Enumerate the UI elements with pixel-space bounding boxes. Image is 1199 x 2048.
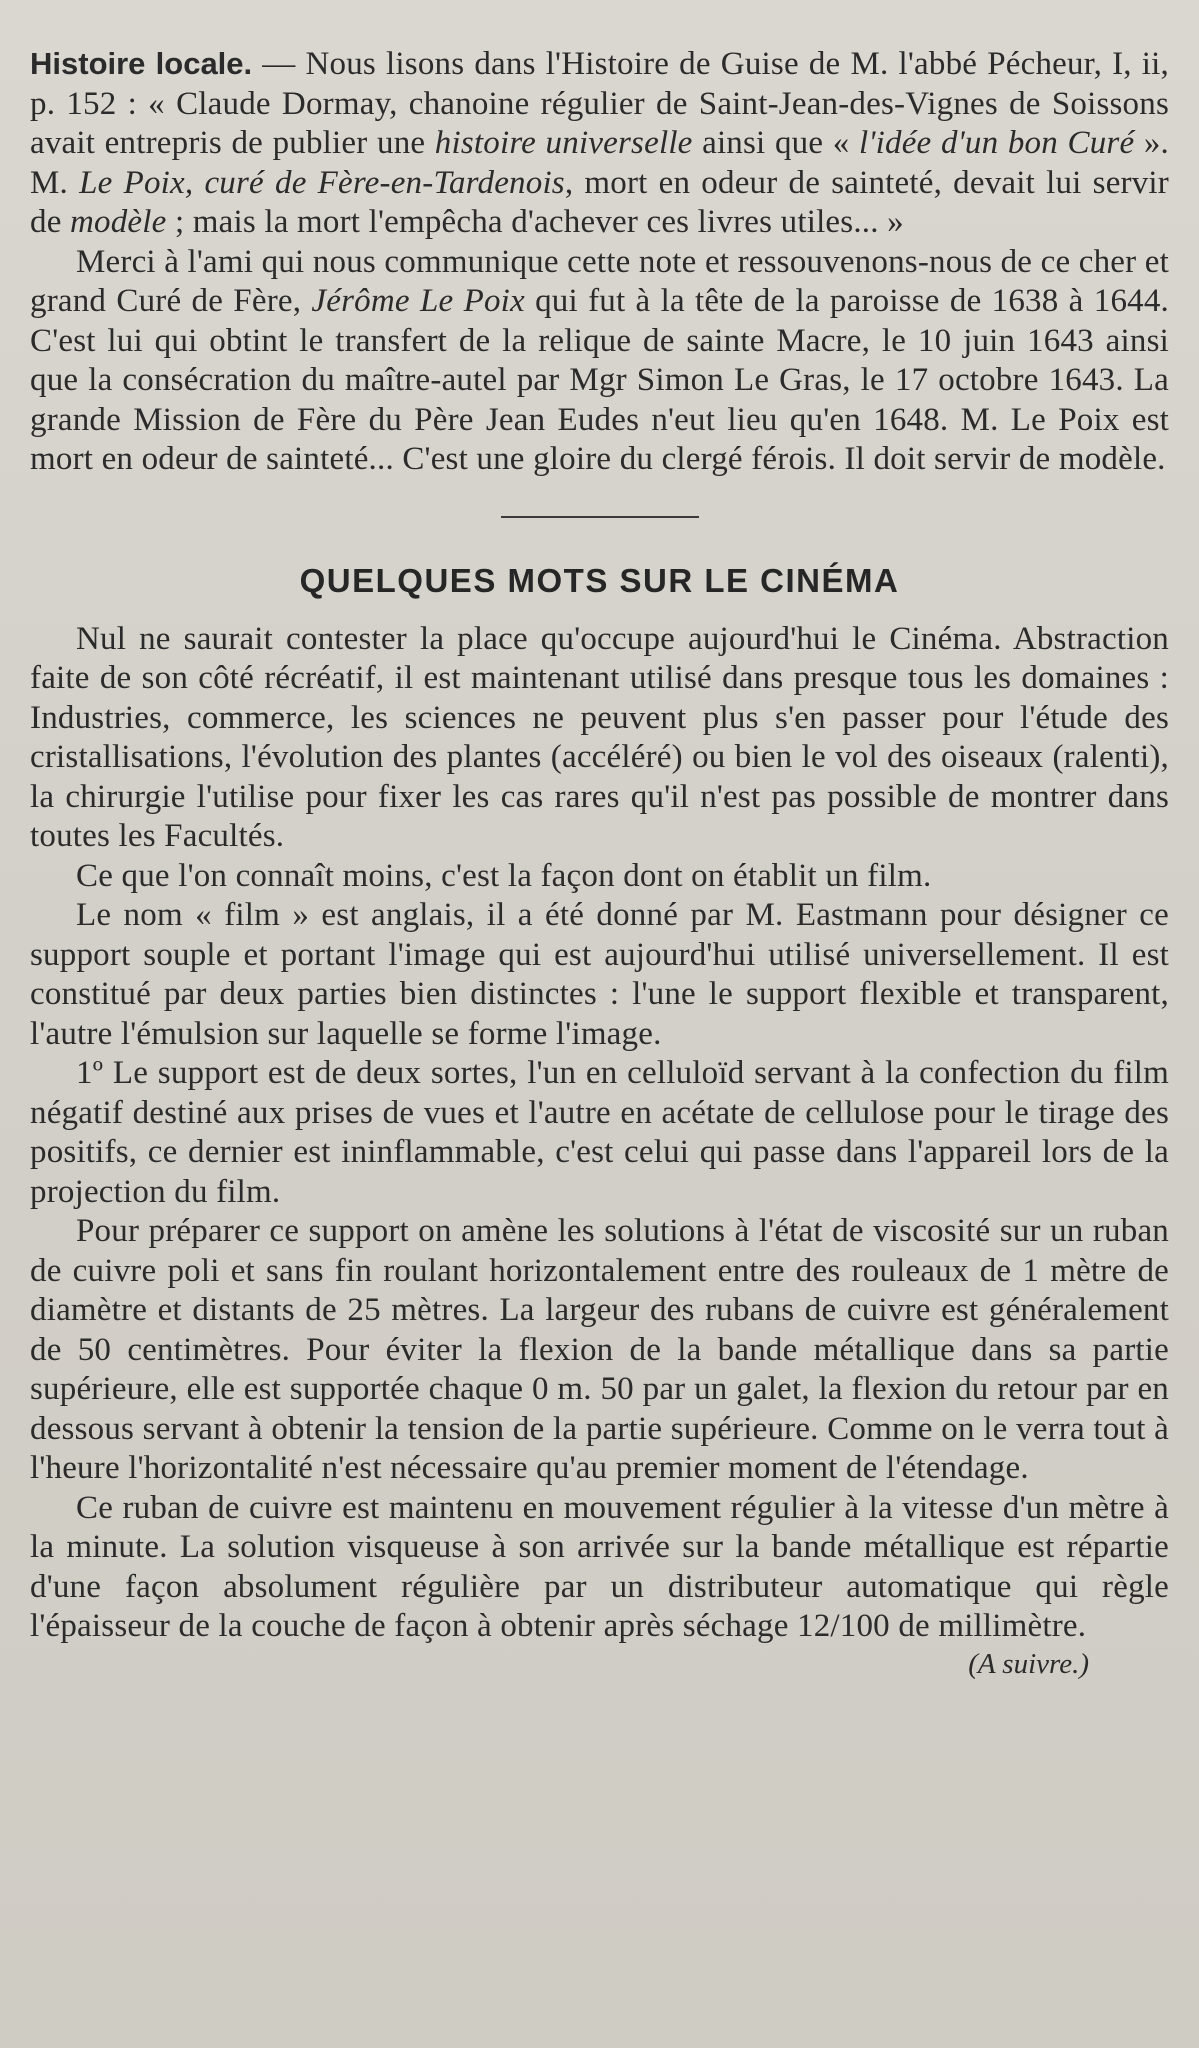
paragraph-cinema-2: Ce que l'on connaît moins, c'est la façon dont on établit un film. xyxy=(76,857,932,894)
italic-run: Jérôme Le Poix xyxy=(311,283,525,319)
paragraph-cinema-1: Nul ne saurait contester la place qu'occupe aujourd'hui le Cinéma. Abstraction faite de son côté récréatif, il est maintenant utilisé dans presque tous les domaines : Industries, commerce, les sciences ne peuvent plus s'en passer pour l'étude des cristallisations, l'évolution des plantes (accéléré) ou bien le vol des oiseaux (ralenti), la chirurgie l'utilise pour fixer les cas rares qu'il n'est pas possible de montrer dans toutes les Facultés. xyxy=(30,620,1169,854)
paragraph-cinema-5: Pour préparer ce support on amène les solutions à l'état de viscosité sur un ruban de cuivre poli et sans fin roulant horizontalement entre des rouleaux de 1 mètre de diamètre et distants de 25 mètres. La largeur des rubans de cuivre est généralement de 50 centimètres. Pour éviter la flexion de la bande métallique dans sa partie supérieure, elle est supportée chaque 0 m. 50 par un galet, la flexion du retour par en dessous servant à obtenir la tension de la partie supérieure. Comme on le verra tout à l'heure l'horizontalité n'est nécessaire qu'au premier moment de l'étendage. xyxy=(30,1213,1169,1486)
paragraph-merci xyxy=(30,243,1169,480)
italic-run: histoire universelle xyxy=(434,125,693,161)
italic-run: modèle xyxy=(70,204,167,240)
paragraph-cinema-6: Ce ruban de cuivre est maintenu en mouvement régulier à la vitesse d'un mètre à la minute. La solution visqueuse à son arrivée sur la bande métallique est répartie d'une façon absolument régulière par un distributeur automatique qui règle l'épaisseur de la couche de façon à obtenir après séchage 12/100 de millimètre. xyxy=(30,1489,1169,1644)
text-run: qui fut à la tête de la paroisse de 1638 à 1644. C'est lui qui obtint le transfert de la relique de sainte Macre, le 10 juin 1643 ainsi que la consécration du maître-autel par Mgr Simon Le Gras, le 17 octobre 1643. La grande Mission de Fère du Père Jean Eudes n'eut lieu qu'en 1648. M. Le Poix est mort en odeur de sainteté... C'est une gloire du clergé férois. Il doit servir de modèle. xyxy=(30,283,1169,477)
italic-run: l'idée d'un bon Curé xyxy=(859,125,1135,161)
section-divider xyxy=(501,516,699,518)
text-run: — Nous lisons dans l'Histoire de Guise de M. l'abbé Pécheur, I, ii, p. 152 : « Claude Dormay, chanoine régulier de Saint-Jean-des-Vignes de Soissons avait entrepris de publier une xyxy=(30,46,1169,161)
article-title: QUELQUES MOTS SUR LE CINÉMA xyxy=(299,561,900,599)
section-lead-histoire-locale: Histoire locale. xyxy=(30,46,253,81)
paragraph-cinema-4: 1º Le support est de deux sortes, l'un en celluloïd servant à la confection du film négatif destiné aux prises de vues et l'autre en acétate de cellulose pour le tirage des positifs, ce dernier est ininflammable, c'est celui qui passe dans l'appareil lors de la projection du film. xyxy=(30,1055,1169,1210)
italic-run: Le Poix, curé de Fère-en-Tardenois xyxy=(79,164,565,201)
text-run: Merci à l'ami qui nous communique cette note et ressouvenons-nous de ce cher et grand Curé de Fère, xyxy=(30,243,1169,319)
paragraph-cinema-3: Le nom « film » est anglais, il a été donné par M. Eastmann pour désigner ce support souple et portant l'image qui est aujourd'hui utilisé universellement. Il est constitué par deux parties bien distinctes : l'une le support flexible et transparent, l'autre l'émulsion sur laquelle se forme l'image. xyxy=(30,897,1169,1052)
text-run: ainsi que « xyxy=(692,125,860,161)
to-be-continued-note: (A suivre.) xyxy=(968,1647,1089,1680)
text-run: , mort en odeur de sainteté, devait lui servir de xyxy=(30,164,1169,240)
text-run: ». M. xyxy=(30,125,1170,201)
text-run: ; mais la mort l'empêcha d'achever ces livres utiles... » xyxy=(166,204,904,240)
paragraph-histoire-locale xyxy=(30,44,1169,243)
